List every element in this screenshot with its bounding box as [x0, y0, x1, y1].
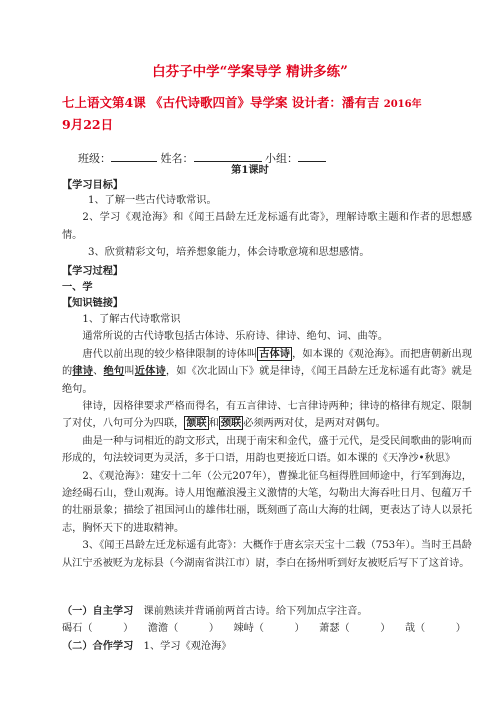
cooperative-line [62, 638, 472, 655]
pinyin-item-3[interactable]: 竦峙（ ） [233, 623, 305, 635]
lesson-title-line2: 9月22日 [62, 117, 114, 132]
goal-item: 1、了解一些古代诗歌常识。 [88, 195, 217, 206]
self-study [62, 603, 472, 655]
term-lushi: 律诗 [72, 365, 94, 378]
knowledge-p2: 通常所说的古代诗歌包括古体诗、乐府诗、律诗、绝句、词、曲等。 [82, 331, 389, 343]
group-label: 小组： [265, 152, 298, 165]
goals-heading: 【学习目标】 [62, 179, 124, 191]
knowledge-body [62, 311, 472, 572]
knowledge-p5: 曲是一种与词相近的韵文形式，出现于南宋和金代，盛于元代，是受民间歌曲的影响而形成的，句法较词更为灵活，多于口语，用韵也更接近口语。如本课的《天净沙•秋思》 [62, 435, 472, 465]
text-run: 和 [208, 418, 219, 430]
goal-item: 3、欣赏精彩文句，培养想象能力，体会诗歌意境和思想感情。 [88, 247, 370, 259]
goal-item: 2、学习《观沧海》和《闻王昌龄左迁龙标遥有此寄》，理解诗歌主题和作者的思想感情。 [62, 212, 472, 241]
term-modern-poem: 近体诗 [134, 365, 166, 378]
knowledge-p3 [62, 346, 472, 398]
text-run: 律诗，因格律要求严格而得名，有五言律诗、七言律诗两种；律诗的格律有规定、限制了对仗，八句可分为四联， [62, 401, 472, 430]
text-run: 、 [93, 366, 104, 378]
text-run: 叫 [124, 366, 135, 378]
knowledge-p7: 3、《闻王昌龄左迁龙标遥有此寄》：大概作于唐玄宗天宝十二载（753年）。当时王昌龄从江宁丞被贬为龙标县（今湖南省洪江市）尉，李白在扬州听到好友被贬后写下了这首诗。 [62, 540, 472, 569]
term-ancient-poem: 古体诗 [259, 347, 291, 360]
lesson-title [62, 93, 462, 135]
self-study-line [62, 603, 472, 620]
pronunciation-items [62, 620, 472, 637]
pinyin-item-1[interactable]: 碣石（ ） [62, 623, 134, 635]
self-study-label: （一）自主学习 [62, 605, 134, 617]
pinyin-item-2[interactable]: 澹澹（ ） [147, 623, 220, 635]
term-hanlian: 颔联 [186, 417, 207, 430]
text-run: ，如本课的《观沧海》。而把唐朝新出现的 [62, 348, 473, 378]
knowledge-p4 [62, 398, 472, 433]
text-run: 必须两两对仗，是两对对偶句。 [243, 418, 386, 430]
process-heading: 【学习过程】 [62, 265, 124, 277]
section-one-heading: 一、学 [62, 281, 93, 293]
pinyin-item-4[interactable]: 萧瑟（ ） [319, 623, 391, 635]
knowledge-heading: 【知识链接】 [62, 297, 124, 309]
cooperative-label: （二）合作学习 [62, 639, 134, 652]
lesson-time: 第1课时 [231, 164, 269, 176]
knowledge-p1: 1、了解古代诗歌常识 [82, 314, 181, 325]
school-title: 白芬子中学“学案导学 精讲多练” [152, 64, 348, 80]
text-run: 唐代以前出现的较少格律限制的诗体叫 [82, 348, 258, 360]
goals-list [62, 192, 472, 262]
knowledge-p6: 2、《观沧海》：建安十二年（公元207年），曹操北征乌桓得胜回师途中，行军到海边，途经碣石山，登山观海。诗人用饱蘸浪漫主义激情的大笔，勾勒出大海吞吐日月、包蕴万千的壮丽景象；描绘了祖国河山的雄伟壮丽，既刻画了高山大海的壮阔，更表达了诗人以景托志，胸怀天下的进取精神。 [62, 470, 472, 534]
term-jueju: 绝句 [103, 365, 125, 378]
lesson-year: 2016年 [383, 99, 422, 110]
cooperative-text: 1、学习《观沧海》 [143, 640, 232, 652]
self-study-text: 课前熟读并背诵前两首古诗。给下列加点字注音。 [143, 606, 368, 617]
text-run: ，如《次北固山下》就是律诗，《闻王昌龄左迁龙标遥有此寄》就是绝句。 [62, 366, 473, 395]
lesson-title-line1: 七上语文第4课 《古代诗歌四首》导学案 设计者：潘有吉 [62, 95, 384, 110]
name-label: 姓名： [160, 152, 194, 165]
class-label: 班级： [78, 152, 111, 165]
pinyin-item-5[interactable]: 哉（ ） [404, 623, 466, 635]
term-jinglian: 颈联 [220, 417, 242, 430]
